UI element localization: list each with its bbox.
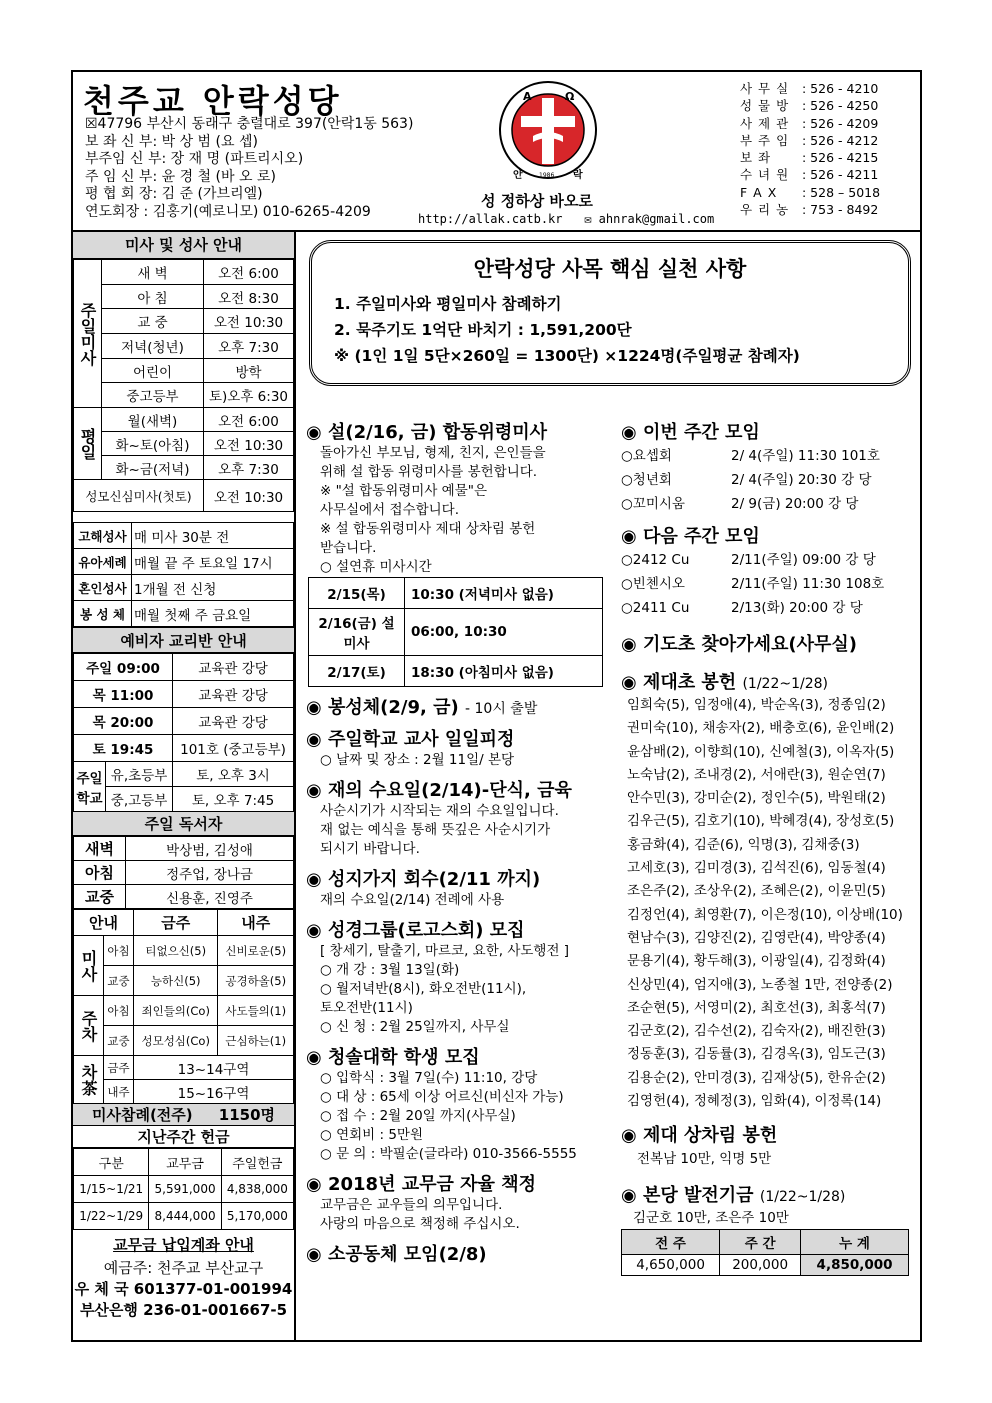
donor-line: 현남수(3), 김양진(2), 김영란(4), 박양종(4) <box>627 929 886 946</box>
class-time: 목 20:00 <box>74 708 173 735</box>
text-line: ○ 날짜 및 장소 : 2월 11일/ 본당 <box>320 752 515 768</box>
reader-names: 정주업, 장나금 <box>126 861 294 885</box>
donor-line: 김군호(2), 김수선(2), 김숙자(2), 배진한(3) <box>627 1023 886 1040</box>
pastoral-box <box>309 240 911 386</box>
phone-label: 부 주 임 <box>740 132 790 148</box>
section-title: ◉ 성경그룹(로고스회) 모집 <box>306 920 525 941</box>
text-line: ○ 대 상 : 65세 이상 어르신(비신자 가능) <box>320 1089 564 1105</box>
pastoral-line: 2. 묵주기도 1억단 바치기 : 1,591,200단 <box>334 321 632 339</box>
offering-head: 구분 <box>74 1149 149 1176</box>
address-line: 주 임 신 부: 윤 경 철 (바 오 로) <box>85 168 276 185</box>
guide-head: 내주 <box>218 910 294 936</box>
attendance-label: 미사참례(전주) <box>91 1106 193 1125</box>
section-title: ◉ 2018년 교무금 자율 책정 <box>306 1174 536 1195</box>
table-row <box>74 1149 294 1176</box>
section-text <box>306 891 618 910</box>
reader-names: 신용훈, 진영주 <box>126 885 294 909</box>
phone-label: 우 리 농 <box>740 202 790 218</box>
parish-logo-icon <box>493 78 603 188</box>
contact-web <box>418 212 714 226</box>
phone-row <box>740 132 880 149</box>
pastoral-line: ※ (1인 1일 5단×260일 = 1300단) ×1224명(주일평균 참례자) <box>334 347 800 365</box>
mass-name: 새 벽 <box>102 260 204 285</box>
mass-time: 오후 7:30 <box>204 334 294 359</box>
donor-line: 권미숙(10), 채송자(2), 배충호(6), 윤인배(2) <box>627 720 895 737</box>
table-row <box>74 408 294 432</box>
readers-title: 주일 독서자 <box>73 812 294 836</box>
text-line: 위해 설 합동 위령미사를 봉헌합니다. <box>320 464 538 480</box>
guide-head: 금주 <box>134 910 218 936</box>
offering-head: 교무금 <box>149 1149 221 1176</box>
phone-number: : 528 – 5018 <box>802 184 881 200</box>
fund-value: 4,650,000 <box>622 1255 720 1276</box>
mass-date: 2/17(토) <box>309 656 405 687</box>
offering-cell: 5,170,000 <box>221 1203 293 1230</box>
table-row <box>74 575 294 601</box>
text-line: ○ 접 수 : 2월 20일 까지(사무실) <box>320 1108 516 1124</box>
logo-text-rak: 락 <box>573 170 583 181</box>
fund-value: 4,850,000 <box>801 1255 909 1276</box>
donor-line: 정동훈(3), 김동률(3), 김경옥(3), 임도근(3) <box>627 1046 886 1063</box>
guide-this-week: 성모성심(Co) <box>134 1026 218 1056</box>
fund-head: 누 계 <box>801 1230 909 1255</box>
donor-line: 노숙남(2), 조내경(2), 서애란(3), 원순연(7) <box>627 766 886 783</box>
section-text <box>306 802 618 859</box>
section-title: ◉ 본당 발전기금 (1/22~1/28) <box>621 1185 846 1207</box>
section-title: ◉ 설(2/16, 금) 합동위령미사 <box>306 422 548 443</box>
meeting-list <box>621 548 919 620</box>
phone-row <box>740 201 880 218</box>
fund-head: 주 간 <box>720 1230 801 1255</box>
phone-number: : 526 - 4250 <box>802 98 879 114</box>
offering-cell: 1/22~1/29 <box>74 1203 149 1230</box>
meeting-row <box>621 596 919 620</box>
table-row <box>309 609 603 656</box>
meeting-time: 2/11(주일) 09:00 강 당 <box>731 552 876 568</box>
table-row <box>74 523 294 549</box>
phone-row <box>740 115 880 132</box>
donor-line: 김영헌(4), 정혜정(3), 임화(4), 이정록(14) <box>627 1093 882 1110</box>
account-title: 교무금 납입계좌 안내 <box>113 1236 254 1255</box>
donor-line: 김용순(2), 안미경(3), 김재상(5), 한유순(2) <box>627 1069 886 1086</box>
mass-name: 교 중 <box>102 309 204 334</box>
holiday-mass-table <box>308 577 603 687</box>
table-row <box>309 578 603 609</box>
section-text <box>306 751 618 770</box>
meeting-group: ○꼬미시움 <box>621 496 685 512</box>
meeting-time: 2/ 4(주일) 20:30 강 당 <box>731 472 872 488</box>
meeting-time: 2/13(화) 20:00 강 당 <box>731 600 863 616</box>
sacrament-info: 매 미사 30분 전 <box>132 523 294 549</box>
meeting-group: ○2412 Cu <box>621 552 690 568</box>
table-row <box>74 309 294 334</box>
school-group: 중,고등부 <box>106 787 173 812</box>
logo-text-an: 안 <box>513 170 523 181</box>
guide-this-week: 죄인들의(Co) <box>134 996 218 1026</box>
donor-line: 홍금화(4), 김준(6), 익명(3), 김채중(3) <box>627 836 860 853</box>
text-line: ○ 월저녁반(8시), 화오전반(11시), <box>320 981 527 997</box>
mass-time: 토)오후 6:30 <box>204 383 294 408</box>
section-title: ◉ 제대 상차림 봉헌 <box>621 1125 778 1147</box>
meeting-time: 2/ 9(금) 20:00 강 당 <box>731 496 859 512</box>
sacrament-info: 1개월 전 신청 <box>132 575 294 601</box>
patron-saint: 성 정하상 바오로 <box>481 192 593 210</box>
table-row <box>74 654 294 681</box>
pastoral-title: 안락성당 사목 핵심 실천 사항 <box>473 257 747 281</box>
tea-label: 차茶 <box>74 1056 104 1104</box>
phone-label: 사 제 관 <box>740 115 790 131</box>
table-row <box>74 432 294 456</box>
mass-date: 2/16(금) 설미사 <box>309 609 405 656</box>
sacrament-info: 매월 첫째 주 금요일 <box>132 601 294 627</box>
table-row <box>309 656 603 687</box>
school-label: 주일학교 <box>74 762 106 812</box>
table-row <box>74 966 294 996</box>
text-line: 교무금은 교우들의 의무입니다. <box>320 1197 503 1213</box>
phone-number: : 526 - 4209 <box>802 115 879 131</box>
offering-title: 지난주간 헌금 <box>73 1126 294 1148</box>
guide-mass: 교중 <box>104 1026 134 1056</box>
devotion-time: 오전 10:30 <box>204 480 294 512</box>
meeting-time: 2/ 4(주일) 11:30 101호 <box>731 448 880 464</box>
table-row <box>74 334 294 359</box>
logo-alpha: A <box>523 90 532 103</box>
class-place: 교육관 강당 <box>173 708 294 735</box>
phone-row <box>740 166 880 183</box>
table-row <box>74 910 294 936</box>
text-line: 되시기 바랍니다. <box>320 841 420 857</box>
sunday-label: 주일미사 <box>74 260 102 408</box>
table-row <box>74 735 294 762</box>
account-line: 우 체 국 601377-01-001994 <box>74 1280 293 1299</box>
fund-value: 200,000 <box>720 1255 801 1276</box>
text-line: ○ 설연휴 미사시간 <box>320 559 432 575</box>
guide-next-week: 공경하올(5) <box>218 966 294 996</box>
offering-table <box>73 1148 294 1230</box>
section-text <box>306 444 618 577</box>
mass-name: 화~토(아침) <box>102 432 204 456</box>
reader-mass: 새벽 <box>74 837 126 861</box>
table-row <box>74 1056 294 1080</box>
guide-head: 안내 <box>74 910 134 936</box>
text-line: 토오전반(11시) <box>320 1000 413 1016</box>
section-title: ◉ 기도초 찾아가세요(사무실) <box>621 634 857 655</box>
section-title: ◉ 성지가지 회수(2/11 까지) <box>306 869 541 890</box>
table-row <box>74 480 294 512</box>
guide-this-week: 능하신(5) <box>134 966 218 996</box>
text-line: ○ 문 의 : 박필순(글라라) 010-3566-5555 <box>320 1146 577 1162</box>
address-line: ☒47796 부산시 동래구 충렬대로 397(안락1동 563) <box>85 116 414 132</box>
mass-name: 저녁(청년) <box>102 334 204 359</box>
offering-cell: 8,444,000 <box>149 1203 221 1230</box>
offering-head: 주일헌금 <box>221 1149 293 1176</box>
phone-row <box>740 97 880 114</box>
table-row <box>74 996 294 1026</box>
phone-label: 보 좌 <box>740 150 772 166</box>
middle-column <box>306 412 618 1266</box>
account-line: 예금주: 천주교 부산교구 <box>103 1259 264 1278</box>
tea-week: 금주 <box>104 1056 134 1080</box>
mass-name: 월(새벽) <box>102 408 204 432</box>
phone-label: F A X <box>740 184 778 200</box>
table-row <box>74 762 294 787</box>
phone-list <box>740 80 880 218</box>
offering-cell: 1/15~1/21 <box>74 1176 149 1203</box>
text-line: [ 창세기, 탈출기, 마르코, 요한, 사도행전 ] <box>320 943 570 959</box>
text-line: ○ 개 강 : 3월 13일(화) <box>320 962 460 978</box>
guide-mass: 아침 <box>104 936 134 966</box>
weekday-label: 평일 <box>74 408 102 480</box>
donor-line: 조순현(5), 서영미(2), 최호선(3), 최홍석(7) <box>627 999 886 1016</box>
phone-row <box>740 184 880 201</box>
tea-week: 내주 <box>104 1080 134 1104</box>
guide-next-week: 근심하는(1) <box>218 1026 294 1056</box>
mass-time: 오전 10:30 <box>204 432 294 456</box>
left-sidebar <box>73 232 296 1342</box>
class-time: 토 19:45 <box>74 735 173 762</box>
mass-time: 오후 7:30 <box>204 456 294 480</box>
section-title: ◉ 봉성체(2/9, 금) - 10시 출발 <box>306 697 538 718</box>
table-row <box>74 1203 294 1230</box>
text-line: 돌아가신 부모님, 형제, 친지, 은인들을 <box>320 445 546 461</box>
mass-schedule-table <box>73 259 294 512</box>
text-line: ※ "설 합동위령미사 예물"은 <box>320 483 488 499</box>
sacrament-name: 혼인성사 <box>74 575 132 601</box>
table-row <box>74 1080 294 1104</box>
table-row <box>74 936 294 966</box>
phone-label: 사 무 실 <box>740 81 790 96</box>
class-place: 교육관 강당 <box>173 654 294 681</box>
guide-next-week: 신비로운(5) <box>218 936 294 966</box>
mass-name: 중고등부 <box>102 383 204 408</box>
catechism-table <box>73 653 294 812</box>
section-title: ◉ 다음 주간 모임 <box>621 526 760 547</box>
donor-line: 윤삼배(2), 이향희(10), 신예철(3), 이옥자(5) <box>627 743 895 760</box>
phone-number: : 526 - 4211 <box>802 167 879 183</box>
website-link[interactable]: http://allak.catb.kr <box>418 212 563 226</box>
sacrament-name: 유아세례 <box>74 549 132 575</box>
mass-time: 오전 6:00 <box>204 408 294 432</box>
guide-this-week: 티없으신(5) <box>134 936 218 966</box>
donor-line: 신상민(4), 엄지애(3), 노종철 1만, 전양종(2) <box>627 976 893 993</box>
table-row <box>74 837 294 861</box>
attendance <box>73 1104 294 1126</box>
table-row <box>74 601 294 627</box>
section-title: ◉ 재의 수요일(2/14)-단식, 금육 <box>306 780 572 801</box>
header <box>73 72 920 232</box>
mass-name: 어린이 <box>102 358 204 383</box>
address-line: 평 협 회 장: 김 준 (가브리엘) <box>85 186 263 202</box>
meeting-group: ○요셉회 <box>621 448 672 464</box>
pastoral-line: 1. 주일미사와 평일미사 참례하기 <box>334 295 562 313</box>
school-time: 토, 오후 7:45 <box>173 787 294 812</box>
meeting-time: 2/11(주일) 11:30 108호 <box>731 576 885 592</box>
address-line: 연도회장 : 김홍기(예로니모) 010-6265-4209 <box>85 203 371 220</box>
text-line: 받습니다. <box>320 540 377 556</box>
class-place: 101호 (중고등부) <box>173 735 294 762</box>
section-text <box>306 1196 618 1234</box>
table-row <box>74 260 294 285</box>
sacraments-table <box>73 522 294 627</box>
donor-line: 임희숙(5), 임정애(4), 박순옥(3), 정종임(2) <box>627 697 886 713</box>
donor-line: 김정언(4), 최영환(7), 이은정(10), 이상배(10) <box>627 906 903 923</box>
donor-line: 고세호(3), 김미경(3), 김석진(6), 임동철(4) <box>627 860 886 877</box>
tea-zone: 15~16구역 <box>134 1080 294 1104</box>
sacrament-info: 매월 끝 주 토요일 17시 <box>132 549 294 575</box>
sacrament-name: 고해성사 <box>74 523 132 549</box>
fund-donors: 김군호 10만, 조은주 10만 <box>633 1210 789 1227</box>
text-line: 사무실에서 접수합니다. <box>320 502 459 518</box>
table-row <box>74 549 294 575</box>
phone-number: : 526 - 4212 <box>802 132 879 148</box>
mass-time: 오전 8:30 <box>204 284 294 309</box>
address-line: 보 좌 신 부: 박 상 범 (요 셉) <box>85 133 258 150</box>
guide-next-week: 사도들의(1) <box>218 996 294 1026</box>
address-block <box>85 116 413 221</box>
sacrament-name: 봉 성 체 <box>74 601 132 627</box>
phone-row <box>740 149 880 166</box>
donor-line: 김우근(5), 김호기(10), 박혜경(4), 장성호(5) <box>627 813 895 830</box>
altar-donors: 전복남 10만, 익명 5만 <box>637 1151 772 1168</box>
section-title: ◉ 청솔대학 학생 모집 <box>306 1047 480 1068</box>
table-row <box>74 1176 294 1203</box>
phone-row <box>740 80 880 97</box>
text-line: ○ 입학식 : 3월 7일(수) 11:10, 강당 <box>320 1070 538 1086</box>
address-line: 부주임 신 부: 장 재 명 (파트리시오) <box>85 151 304 167</box>
guide-label: 주차 <box>74 996 104 1056</box>
meeting-row <box>621 548 919 572</box>
readers-table <box>73 836 294 909</box>
meeting-group: ○청년회 <box>621 472 672 488</box>
meeting-group: ○2411 Cu <box>621 600 690 616</box>
section-text <box>306 942 618 1037</box>
mass-times: 10:30 (저녁미사 없음) <box>405 578 603 609</box>
phone-label: 수 녀 원 <box>740 167 790 183</box>
section-title: ◉ 이번 주간 모임 <box>621 422 760 443</box>
table-row <box>74 358 294 383</box>
right-column <box>621 412 919 1276</box>
section-title: ◉ 소공동체 모임(2/8) <box>306 1244 487 1265</box>
phone-number: : 526 - 4215 <box>802 150 879 166</box>
meeting-list <box>621 444 919 516</box>
logo-omega: Ω <box>565 90 575 103</box>
fund-table <box>621 1229 909 1276</box>
class-time: 주일 09:00 <box>74 654 173 681</box>
parish-title: 천주교 안락성당 <box>83 82 343 120</box>
text-line: ○ 연회비 : 5만원 <box>320 1127 423 1143</box>
email-link[interactable]: ✉ ahnrak@gmail.com <box>584 212 715 226</box>
meeting-row <box>621 468 919 492</box>
mass-time: 방학 <box>204 358 294 383</box>
guide-table <box>73 909 294 1104</box>
phone-number: : 753 - 8492 <box>802 202 879 218</box>
table-row <box>74 787 294 812</box>
mass-times: 06:00, 10:30 <box>405 609 603 656</box>
section-title: ◉ 주일학교 교사 일일피정 <box>306 729 515 750</box>
section-text <box>306 1069 618 1164</box>
reader-names: 박상범, 김성애 <box>126 837 294 861</box>
text-line: 사순시기가 시작되는 재의 수요일입니다. <box>320 803 559 819</box>
class-time: 목 11:00 <box>74 681 173 708</box>
donor-line: 조은주(2), 조상우(2), 조혜은(2), 이윤민(5) <box>627 883 886 900</box>
mass-date: 2/15(목) <box>309 578 405 609</box>
text-line: ○ 신 청 : 2월 25일까지, 사무실 <box>320 1019 510 1035</box>
table-row <box>74 456 294 480</box>
account-line: 부산은행 236-01-001667-5 <box>79 1301 288 1320</box>
meeting-row <box>621 444 919 468</box>
table-row <box>74 1026 294 1056</box>
mass-name: 아 침 <box>102 284 204 309</box>
attendance-value: 1150명 <box>218 1106 276 1125</box>
table-row <box>74 861 294 885</box>
donor-line: 문용기(4), 황두해(3), 이광일(4), 김정화(4) <box>627 953 886 970</box>
table-row <box>74 681 294 708</box>
table-row <box>74 383 294 408</box>
logo-year: 1986 <box>539 172 555 179</box>
reader-mass: 교중 <box>74 885 126 909</box>
mass-times: 18:30 (아침미사 없음) <box>405 656 603 687</box>
bulletin-page <box>71 70 922 1342</box>
table-row <box>74 708 294 735</box>
meeting-row <box>621 492 919 516</box>
tea-zone: 13~14구역 <box>134 1056 294 1080</box>
meeting-row <box>621 572 919 596</box>
meeting-group: ○빈첸시오 <box>621 576 685 592</box>
mass-name: 화~금(저녁) <box>102 456 204 480</box>
donor-line: 안수민(3), 강미순(2), 정인수(5), 박원태(2) <box>627 790 886 807</box>
school-group: 유,초등부 <box>106 762 173 787</box>
school-time: 토, 오후 3시 <box>173 762 294 787</box>
table-row <box>622 1230 909 1255</box>
candle-donors <box>621 694 919 1113</box>
mass-guide-title: 미사 및 성사 안내 <box>73 232 294 259</box>
guide-mass: 교중 <box>104 966 134 996</box>
table-row <box>622 1255 909 1276</box>
catechism-title: 예비자 교리반 안내 <box>73 627 294 653</box>
class-place: 교육관 강당 <box>173 681 294 708</box>
offering-cell: 5,591,000 <box>149 1176 221 1203</box>
table-row <box>74 885 294 909</box>
reader-mass: 아침 <box>74 861 126 885</box>
guide-label: 미사 <box>74 936 104 996</box>
text-line: ※ 설 합동위령미사 제대 상차림 봉헌 <box>320 521 536 537</box>
text-line: 사랑의 마음으로 책정해 주십시오. <box>320 1216 520 1232</box>
mass-time: 오전 6:00 <box>204 260 294 285</box>
guide-mass: 아침 <box>104 996 134 1026</box>
text-line: 재의 수요일(2/14) 전례에 사용 <box>320 892 505 908</box>
text-line: 재 없는 예식을 통해 뜻깊은 사순시기가 <box>320 822 551 838</box>
account-list <box>73 1258 294 1321</box>
section-title: ◉ 제대초 봉헌 (1/22~1/28) <box>621 672 828 693</box>
phone-label: 성 물 방 <box>740 98 790 114</box>
mass-time: 오전 10:30 <box>204 309 294 334</box>
devotion-name: 성모신심미사(첫토) <box>74 480 204 512</box>
fund-head: 전 주 <box>622 1230 720 1255</box>
phone-number: : 526 - 4210 <box>802 81 879 96</box>
offering-cell: 4,838,000 <box>221 1176 293 1203</box>
table-row <box>74 284 294 309</box>
